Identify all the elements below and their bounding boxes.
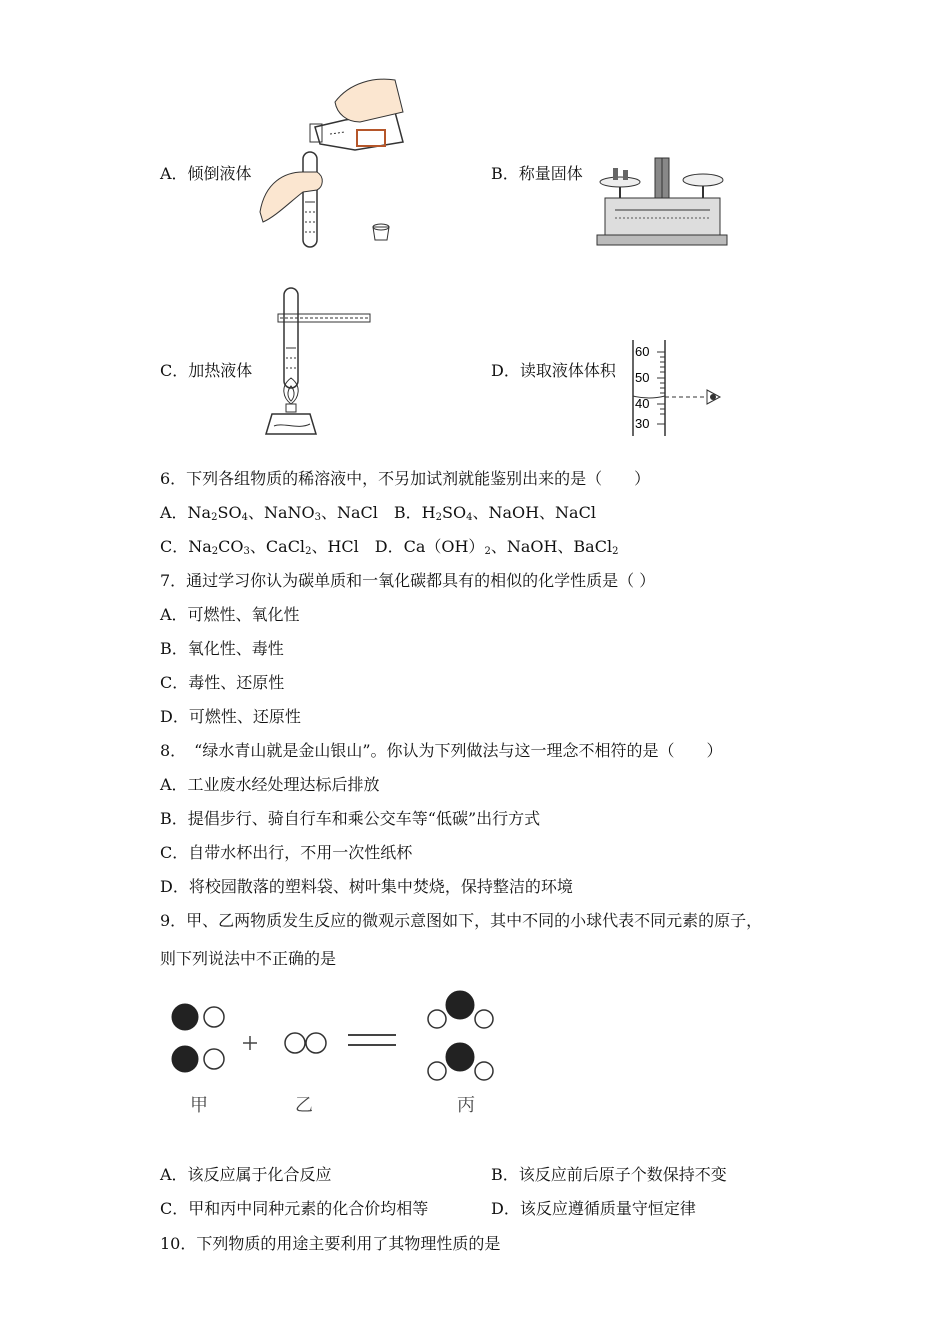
q6-options-ab: A．$Na_2SO_4$、NaNO$_3$、NaCl B．$H_2SO_4$、NaOH、NaCl [160,503,596,523]
pouring-liquid-figure [255,72,405,252]
reaction-diagram [160,985,510,1120]
q8-option-b: B．提倡步行、骑自行车和乘公交车等“低碳”出行方式 [160,809,541,828]
q7-stem: 7．通过学习你认为碳单质和一氧化碳都具有的相似的化学性质是（ ） [160,571,656,590]
q6-options-cd: C．$Na_2CO_3$、CaCl$_2$、HCl D．$Ca(OH)_2$、NaOH、BaCl$_2$ [160,537,619,557]
white-atom [285,1033,305,1053]
black-atom [172,1004,198,1030]
black-atom [172,1046,198,1072]
graduated-cylinder-figure [625,338,730,438]
white-atom [306,1033,326,1053]
q9-option-a: A．该反应属于化合反应 [160,1165,332,1184]
q7-option-b: B．氧化性、毒性 [160,639,284,658]
white-atom [428,1062,446,1080]
q7-option-a: A．可燃性、氧化性 [160,605,300,624]
label-jia: 甲 [190,1095,208,1116]
q7-option-c: C．毒性、还原性 [160,673,285,692]
black-atom [446,1043,474,1071]
heating-liquid-figure [258,286,378,441]
q5-option-a: A．倾倒液体 [160,164,252,183]
white-atom [475,1010,493,1028]
q6-stem: 6．下列各组物质的稀溶液中，不另加试剂就能鉴别出来的是（ ） [160,469,651,488]
tick-label: 60 [635,344,650,359]
q9-option-d: D．该反应遵循质量守恒定律 [491,1199,696,1218]
q8-option-c: C．自带水杯出行，不用一次性纸杯 [160,843,413,862]
q5-option-c: C．加热液体 [160,361,253,380]
white-atom [204,1007,224,1027]
white-atom [204,1049,224,1069]
tick-label: 50 [635,370,650,385]
tick-label: 40 [635,396,650,411]
q8-option-a: A．工业废水经处理达标后排放 [160,775,380,794]
white-atom [475,1062,493,1080]
q9-stem-line2: 则下列说法中不正确的是 [160,949,337,968]
q9-option-c: C．甲和丙中同种元素的化合价均相等 [160,1199,429,1218]
q7-option-d: D．可燃性、还原性 [160,707,301,726]
white-atom [428,1010,446,1028]
q8-stem: 8． “绿水青山就是金山银山”。你认为下列做法与这一理念不相符的是（ ） [160,741,723,760]
q5-option-b: B．称量固体 [491,164,583,183]
balance-scale-figure [595,150,735,250]
q9-option-b: B．该反应前后原子个数保持不变 [491,1165,727,1184]
q8-option-d: D．将校园散落的塑料袋、树叶集中焚烧，保持整洁的环境 [160,877,573,896]
label-yi: 乙 [295,1095,313,1116]
q9-stem-line1: 9．甲、乙两物质发生反应的微观示意图如下，其中不同的小球代表不同元素的原子， [160,911,763,930]
black-atom [446,991,474,1019]
q5-option-d: D．读取液体体积 [491,361,616,380]
q10-stem: 10．下列物质的用途主要利用了其物理性质的是 [160,1234,501,1253]
tick-label: 30 [635,416,650,431]
label-bing: 丙 [457,1095,475,1116]
